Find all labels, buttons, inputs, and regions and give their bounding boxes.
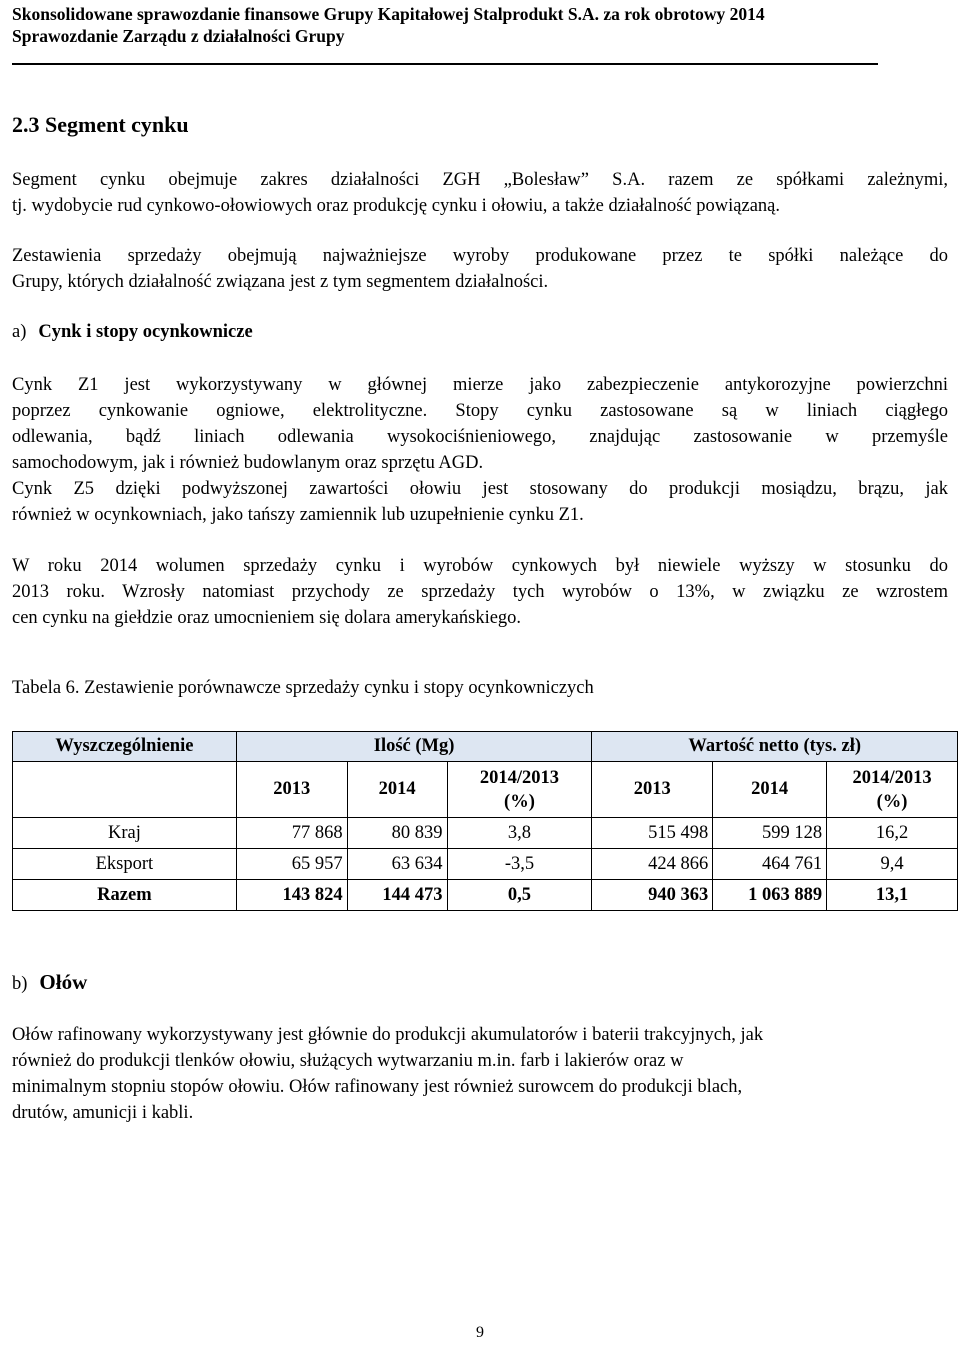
table-caption: Tabela 6. Zestawienie porównawcze sprzedaży cynku i stopy ocynkowniczych (12, 678, 594, 698)
text-line: samochodowym, jak i również budowlanym oraz sprzętu AGD. (12, 453, 484, 473)
header-cell: 2014 (347, 762, 447, 818)
zinc-usage-paragraph (12, 372, 948, 476)
header-cell (827, 762, 958, 818)
header-cell: Ilość (Mg) (236, 732, 592, 762)
lead-paragraph (12, 1022, 948, 1126)
table-total-row (13, 880, 958, 911)
text-line: również do produkcji tlenków ołowiu, służących wytwarzaniu m.in. farb i lakierów oraz w (12, 1051, 684, 1071)
table-cell: 515 498 (592, 818, 713, 849)
table-cell: 464 761 (713, 849, 827, 880)
table-cell: 424 866 (592, 849, 713, 880)
header-cell (447, 762, 592, 818)
table-cell: 940 363 (592, 880, 713, 911)
table-cell: 65 957 (236, 849, 347, 880)
text-line: Cynk Z1 jest wykorzystywany w głównej mierze jako zabezpieczenie antykorozyjne powierzchni (12, 375, 948, 395)
table-cell: 143 824 (236, 880, 347, 911)
table-cell: Razem (13, 880, 237, 911)
text-line: Ołów rafinowany wykorzystywany jest głównie do produkcji akumulatorów i baterii trakcyjnych, jak (12, 1025, 764, 1045)
header-text: (%) (876, 791, 908, 812)
text-line: minimalnym stopniu stopów ołowiu. Ołów rafinowany jest również surowcem do produkcji blach, (12, 1077, 743, 1097)
text-line: odlewania, bądź liniach odlewania wysokociśnieniowego, znajdując zastosowanie w przemyśle (12, 427, 948, 447)
zinc-z5-paragraph (12, 476, 948, 528)
header-cell: 2013 (236, 762, 347, 818)
table-cell: 3,8 (447, 818, 592, 849)
header-text: 2014/2013 (479, 767, 560, 788)
list-marker: a) (12, 322, 27, 342)
sales-comparison-table (12, 731, 958, 911)
header-cell: Wartość netto (tys. zł) (592, 732, 958, 762)
table-cell: 1 063 889 (713, 880, 827, 911)
text-line: 2013 roku. Wzrosły natomiast przychody ze sprzedaży tych wyrobów o 13%, w związku ze wzrostem (12, 582, 948, 602)
header-text: (%) (504, 791, 535, 812)
header-text: 2014/2013 (852, 767, 932, 788)
text-line: cen cynku na giełdzie oraz umocnieniem się dolara amerykańskiego. (12, 608, 522, 628)
table-row (13, 849, 958, 880)
text-line: W roku 2014 wolumen sprzedaży cynku i wyrobów cynkowych był niewiele wyższy w stosunku do (12, 556, 948, 576)
table-cell: 144 473 (347, 880, 447, 911)
text-line: Cynk Z5 dzięki podwyższonej zawartości ołowiu jest stosowany do produkcji mosiądzu, brązu, jak (12, 479, 948, 499)
page-number: 9 (476, 1324, 484, 1341)
header-cell: 2013 (592, 762, 713, 818)
text-line: Segment cynku obejmuje zakres działalności ZGH „Bolesław” S.A. razem ze spółkami zależnymi, (12, 170, 948, 190)
section-title: 2.3 Segment cynku (12, 112, 189, 137)
table-cell: 13,1 (827, 880, 958, 911)
header-cell: Wyszczególnienie (13, 732, 237, 762)
subsection-b-heading (12, 970, 87, 995)
subsection-title: Cynk i stopy ocynkownicze (38, 322, 253, 342)
table-cell: Eksport (13, 849, 237, 880)
running-header-subtitle: Sprawozdanie Zarządu z działalności Grupy (12, 26, 345, 46)
text-line: Grupy, których działalność związana jest z tym segmentem działalności. (12, 272, 549, 292)
table-cell: 80 839 (347, 818, 447, 849)
table-cell: -3,5 (447, 849, 592, 880)
subsection-title: Ołów (39, 970, 88, 994)
table-row (13, 818, 958, 849)
subsection-a-heading (12, 322, 253, 343)
summary-paragraph (12, 243, 948, 295)
table-cell: 16,2 (827, 818, 958, 849)
text-line: tj. wydobycie rud cynkowo-ołowiowych oraz produkcję cynku i ołowiu, a także działalność powiązaną. (12, 196, 781, 216)
table-header-row (13, 732, 958, 762)
table-subheader-row (13, 762, 958, 818)
header-rule (12, 63, 878, 65)
text-line: poprzez cynkowanie ogniowe, elektrolityczne. Stopy cynku zastosowane są w liniach ciągłego (12, 401, 948, 421)
header-cell (13, 762, 237, 818)
table-cell: Kraj (13, 818, 237, 849)
running-header-title: Skonsolidowane sprawozdanie finansowe Grupy Kapitałowej Stalprodukt S.A. za rok obrotowy 2014 (12, 4, 765, 24)
header-cell: 2014 (713, 762, 827, 818)
table-cell: 9,4 (827, 849, 958, 880)
table-cell: 0,5 (447, 880, 592, 911)
table-cell: 63 634 (347, 849, 447, 880)
table-cell: 77 868 (236, 818, 347, 849)
sales-paragraph (12, 553, 948, 631)
intro-paragraph (12, 167, 948, 219)
table-cell: 599 128 (713, 818, 827, 849)
text-line: drutów, amunicji i kabli. (12, 1103, 194, 1123)
list-marker: b) (12, 974, 28, 994)
text-line: również w ocynkowniach, jako tańszy zamiennik lub uzupełnienie cynku Z1. (12, 505, 584, 525)
text-line: Zestawienia sprzedaży obejmują najważniejsze wyroby produkowane przez te spółki należące do (12, 246, 948, 266)
